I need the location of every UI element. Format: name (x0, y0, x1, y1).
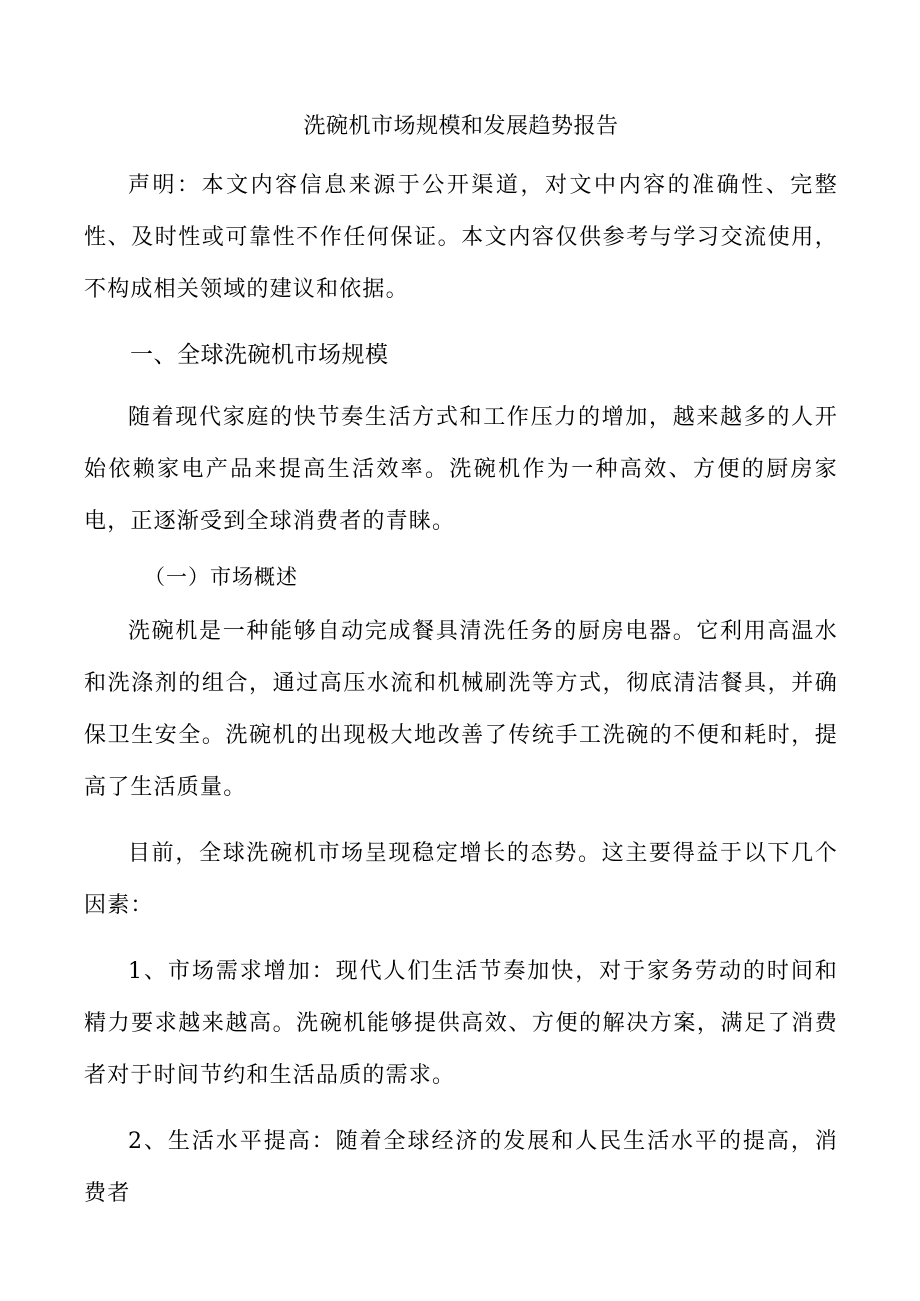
section-intro-paragraph: 随着现代家庭的快节奏生活方式和工作压力的增加，越来越多的人开始依赖家电产品来提高生活效率。洗碗机作为一种高效、方便的厨房家电，正逐渐受到全球消费者的青睐。 (84, 405, 838, 534)
document-title: 洗碗机市场规模和发展趋势报告 (303, 114, 619, 139)
section-heading-global-market: 一、全球洗碗机市场规模 (130, 342, 389, 368)
overview-paragraph: 洗碗机是一种能够自动完成餐具清洗任务的厨房电器。它利用高温水和洗涤剂的组合，通过高压水流和机械刷洗等方式，彻底清洁餐具，并确保卫生安全。洗碗机的出现极大地改善了传统手工洗碗的不便和耗时，提高了生活质量。 (84, 619, 838, 800)
growth-paragraph: 目前，全球洗碗机市场呈现稳定增长的态势。这主要得益于以下几个因素： (84, 841, 838, 918)
subsection-heading-market-overview: （一）市场概述 (144, 565, 298, 589)
disclaimer-paragraph: 声明：本文内容信息来源于公开渠道，对文中内容的准确性、完整性、及时性或可靠性不作任何保证。本文内容仅供参考与学习交流使用，不构成相关领域的建议和依据。 (84, 173, 838, 302)
factor-2-paragraph: 2、生活水平提高：随着全球经济的发展和人民生活水平的提高，消费者 (84, 1129, 838, 1206)
factor-1-paragraph: 1、市场需求增加：现代人们生活节奏加快，对于家务劳动的时间和精力要求越来越高。洗碗机能够提供高效、方便的解决方案，满足了消费者对于时间节约和生活品质的需求。 (84, 959, 838, 1088)
